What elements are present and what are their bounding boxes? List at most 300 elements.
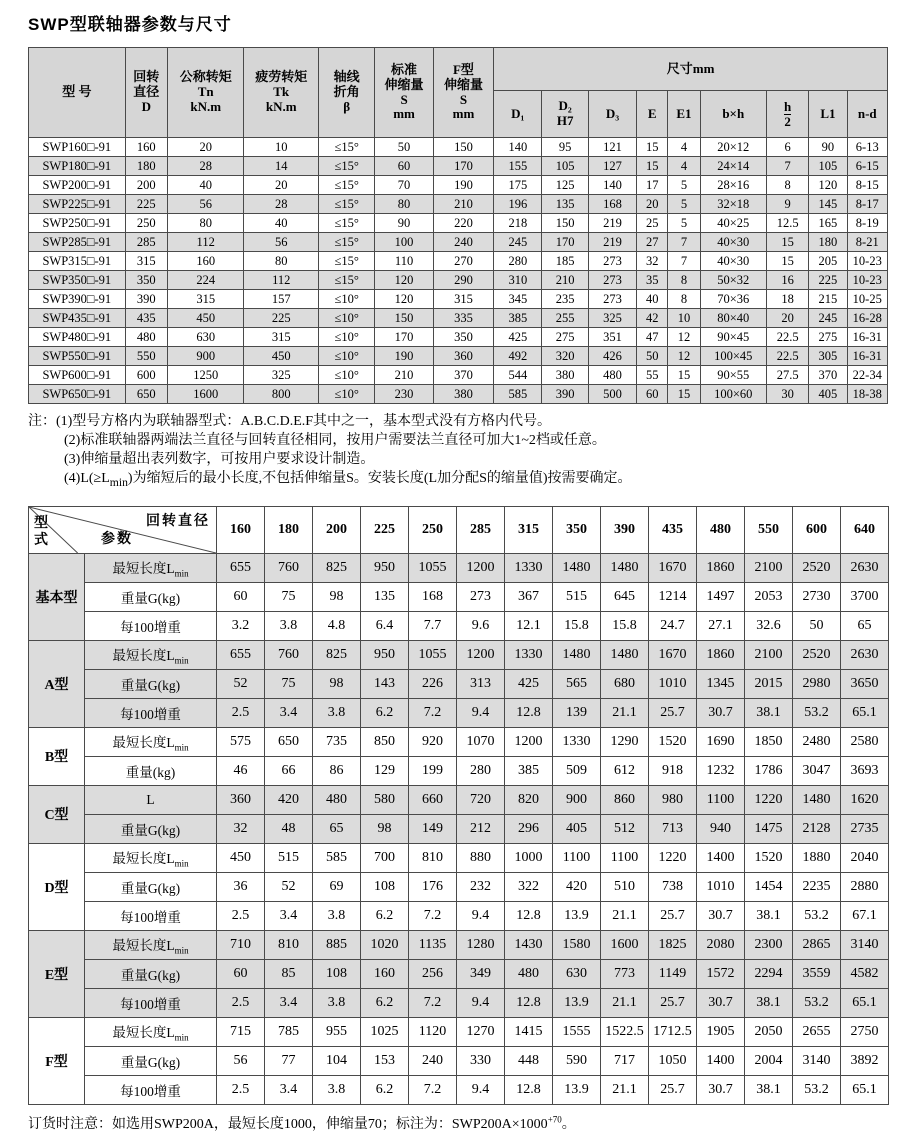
corner-label-type: 型式	[34, 515, 48, 549]
value-cell: 98	[313, 582, 361, 611]
size-col-header: E	[637, 91, 668, 138]
coupling-types-table	[28, 506, 889, 1105]
value-cell: 12.5	[767, 214, 809, 233]
value-cell: 100	[375, 233, 433, 252]
value-cell: ≤15°	[318, 233, 374, 252]
value-cell: 2865	[793, 930, 841, 959]
col-header-diameter: 回转 直径 D	[125, 48, 167, 138]
value-cell: 38.1	[745, 901, 793, 930]
value-cell: 1475	[745, 814, 793, 843]
model-cell: SWP225□-91	[29, 195, 126, 214]
value-cell: 612	[601, 756, 649, 785]
value-cell: 390	[542, 385, 588, 404]
value-cell: 2655	[793, 1017, 841, 1046]
note-line: (3)伸缩量超出表列数字，可按用户要求设计制造。	[64, 452, 375, 467]
diameter-col-header: 285	[457, 506, 505, 553]
value-cell: 700	[361, 843, 409, 872]
value-cell: 1100	[601, 843, 649, 872]
table-row	[29, 214, 888, 233]
param-label: L	[85, 785, 217, 814]
table-row	[29, 176, 888, 195]
value-cell: 1480	[793, 785, 841, 814]
value-cell: 980	[649, 785, 697, 814]
value-cell: 38.1	[745, 988, 793, 1017]
value-cell: 1020	[361, 930, 409, 959]
value-cell: 2235	[793, 872, 841, 901]
value-cell: 310	[494, 271, 542, 290]
note-line: $(4)L(\ge L_{min})$为缩短后的最小长度,不包括伸缩量S。安装长度(L加分配S的缩量值)按需要确定。	[64, 471, 632, 489]
extension-superscript: +70	[547, 1114, 562, 1125]
table-row	[29, 843, 889, 872]
diameter-col-header: 600	[793, 506, 841, 553]
value-cell: 50	[375, 138, 433, 157]
value-cell: 110	[375, 252, 433, 271]
value-cell: 25.7	[649, 901, 697, 930]
value-cell: 349	[457, 959, 505, 988]
value-cell: 95	[542, 138, 588, 157]
value-cell: 940	[697, 814, 745, 843]
value-cell: 660	[409, 785, 457, 814]
value-cell: 680	[601, 669, 649, 698]
value-cell: 15.8	[553, 611, 601, 640]
value-cell: 12.8	[505, 698, 553, 727]
model-cell: SWP435□-91	[29, 309, 126, 328]
value-cell: 22.5	[767, 347, 809, 366]
value-cell: 53.2	[793, 698, 841, 727]
value-cell: 15	[668, 385, 700, 404]
value-cell: 225	[244, 309, 319, 328]
value-cell: ≤15°	[318, 214, 374, 233]
value-cell: 1330	[553, 727, 601, 756]
value-cell: ≤15°	[318, 138, 374, 157]
value-cell: 7	[668, 233, 700, 252]
table-row	[29, 366, 888, 385]
value-cell: 1825	[649, 930, 697, 959]
value-cell: 1200	[457, 553, 505, 582]
value-cell: 80	[244, 252, 319, 271]
corner-header	[29, 506, 217, 553]
value-cell: 160	[125, 138, 167, 157]
value-cell: 30	[767, 385, 809, 404]
model-cell: SWP180□-91	[29, 157, 126, 176]
value-cell: 180	[809, 233, 847, 252]
value-cell: 5	[668, 195, 700, 214]
value-cell: 550	[125, 347, 167, 366]
types-header-row	[29, 506, 889, 553]
value-cell: ≤15°	[318, 271, 374, 290]
value-cell: 1135	[409, 930, 457, 959]
value-cell: 7.2	[409, 698, 457, 727]
note-line: 注：(1)型号方格内为联轴器型式：A.B.C.D.E.F其中之一，基本型式没有方格内代号。	[28, 414, 552, 429]
param-label: 重量G(kg)	[85, 669, 217, 698]
value-cell: 9.4	[457, 698, 505, 727]
param-label: 重量G(kg)	[85, 959, 217, 988]
value-cell: 50×32	[700, 271, 766, 290]
param-label: 重量G(kg)	[85, 1046, 217, 1075]
value-cell: 3.4	[265, 988, 313, 1017]
value-cell: 515	[265, 843, 313, 872]
value-cell: 30.7	[697, 901, 745, 930]
value-cell: 425	[494, 328, 542, 347]
value-cell: 53.2	[793, 988, 841, 1017]
value-cell: 380	[542, 366, 588, 385]
value-cell: 18	[767, 290, 809, 309]
value-cell: 273	[588, 290, 636, 309]
table-row	[29, 252, 888, 271]
order-note: 订货时注意：如选用SWP200A，最短长度1000，伸缩量70；标注为：$SWP200A\times 1000^{+70}$。	[28, 1114, 576, 1132]
table-row	[29, 785, 889, 814]
value-cell: 650	[265, 727, 313, 756]
diameter-col-header: 480	[697, 506, 745, 553]
value-cell: 70	[375, 176, 433, 195]
value-cell: 42	[637, 309, 668, 328]
value-cell: 1000	[505, 843, 553, 872]
value-cell: 1055	[409, 640, 457, 669]
value-cell: 240	[433, 233, 493, 252]
value-cell: 10-23	[847, 252, 887, 271]
value-cell: 1786	[745, 756, 793, 785]
value-cell: 180	[125, 157, 167, 176]
param-label: 最短长度$L_{min}$	[85, 553, 217, 582]
value-cell: 196	[494, 195, 542, 214]
value-cell: 8-17	[847, 195, 887, 214]
value-cell: 3.4	[265, 901, 313, 930]
value-cell: 645	[601, 582, 649, 611]
size-col-header: n-d	[847, 91, 887, 138]
size-col-header: E1	[668, 91, 700, 138]
value-cell: 270	[433, 252, 493, 271]
value-cell: 435	[125, 309, 167, 328]
value-cell: 139	[553, 698, 601, 727]
value-cell: 6-15	[847, 157, 887, 176]
value-cell: 1290	[601, 727, 649, 756]
value-cell: 46	[217, 756, 265, 785]
value-cell: 135	[542, 195, 588, 214]
value-cell: 345	[494, 290, 542, 309]
value-cell: 220	[433, 214, 493, 233]
value-cell: 108	[313, 959, 361, 988]
value-cell: 1480	[553, 640, 601, 669]
value-cell: 3.8	[313, 1075, 361, 1104]
value-cell: 2520	[793, 640, 841, 669]
value-cell: 3650	[841, 669, 889, 698]
value-cell: 713	[649, 814, 697, 843]
value-cell: 219	[588, 233, 636, 252]
value-cell: 28	[244, 195, 319, 214]
value-cell: 150	[375, 309, 433, 328]
type-label: C型	[29, 785, 85, 843]
diameter-col-header: 315	[505, 506, 553, 553]
value-cell: 955	[313, 1017, 361, 1046]
value-cell: 1520	[649, 727, 697, 756]
value-cell: 32	[217, 814, 265, 843]
table-row	[29, 290, 888, 309]
diameter-col-header: 435	[649, 506, 697, 553]
model-cell: SWP315□-91	[29, 252, 126, 271]
col-header-nominal-torque: 公称转矩 Tn kN.m	[167, 48, 244, 138]
value-cell: 21.1	[601, 698, 649, 727]
value-cell: 120	[375, 271, 433, 290]
value-cell: 2050	[745, 1017, 793, 1046]
table-row	[29, 872, 889, 901]
coupling-parameters-table	[28, 47, 888, 404]
param-label: 最短长度$L_{min}$	[85, 930, 217, 959]
value-cell: 370	[433, 366, 493, 385]
value-cell: 24×14	[700, 157, 766, 176]
table-row	[29, 1017, 889, 1046]
value-cell: 512	[601, 814, 649, 843]
value-cell: 2.5	[217, 1075, 265, 1104]
value-cell: 1690	[697, 727, 745, 756]
value-cell: 15	[637, 157, 668, 176]
value-cell: 1497	[697, 582, 745, 611]
diameter-col-header: 225	[361, 506, 409, 553]
value-cell: 1860	[697, 553, 745, 582]
value-cell: 1712.5	[649, 1017, 697, 1046]
value-cell: 1220	[649, 843, 697, 872]
value-cell: 90×45	[700, 328, 766, 347]
value-cell: ≤10°	[318, 328, 374, 347]
col-header-model: 型 号	[29, 48, 126, 138]
value-cell: 448	[505, 1046, 553, 1075]
value-cell: 2880	[841, 872, 889, 901]
page-title: SWP型联轴器参数与尺寸	[28, 15, 232, 34]
value-cell: 2004	[745, 1046, 793, 1075]
notes	[28, 412, 890, 492]
value-cell: ≤15°	[318, 252, 374, 271]
model-cell: SWP650□-91	[29, 385, 126, 404]
value-cell: 150	[542, 214, 588, 233]
size-col-header: D₂ H7	[542, 91, 588, 138]
value-cell: 121	[588, 138, 636, 157]
size-col-header: L1	[809, 91, 847, 138]
value-cell: 330	[457, 1046, 505, 1075]
value-cell: 205	[809, 252, 847, 271]
param-label: 每100增重	[85, 988, 217, 1017]
table-row	[29, 347, 888, 366]
value-cell: 210	[542, 271, 588, 290]
value-cell: 7	[767, 157, 809, 176]
value-cell: 35	[637, 271, 668, 290]
value-cell: 585	[313, 843, 361, 872]
value-cell: 350	[125, 271, 167, 290]
table-row	[29, 611, 889, 640]
value-cell: 275	[809, 328, 847, 347]
value-cell: 20	[244, 176, 319, 195]
value-cell: 52	[265, 872, 313, 901]
value-cell: 55	[637, 366, 668, 385]
model-cell: SWP550□-91	[29, 347, 126, 366]
value-cell: 12	[668, 328, 700, 347]
value-cell: 565	[553, 669, 601, 698]
param-label: 每100增重	[85, 698, 217, 727]
value-cell: 825	[313, 640, 361, 669]
value-cell: 155	[494, 157, 542, 176]
col-header-standard-extension: 标准 伸缩量 S mm	[375, 48, 433, 138]
value-cell: 1415	[505, 1017, 553, 1046]
value-cell: 165	[809, 214, 847, 233]
value-cell: 1400	[697, 1046, 745, 1075]
value-cell: 219	[588, 214, 636, 233]
value-cell: 1580	[553, 930, 601, 959]
value-cell: 12.8	[505, 1075, 553, 1104]
value-cell: 230	[375, 385, 433, 404]
value-cell: 860	[601, 785, 649, 814]
value-cell: 9.4	[457, 901, 505, 930]
value-cell: 212	[457, 814, 505, 843]
value-cell: 6.2	[361, 698, 409, 727]
value-cell: 800	[244, 385, 319, 404]
diameter-col-header: 550	[745, 506, 793, 553]
param-label: 重量G(kg)	[85, 814, 217, 843]
value-cell: 60	[217, 582, 265, 611]
value-cell: 190	[433, 176, 493, 195]
value-cell: 18-38	[847, 385, 887, 404]
value-cell: 900	[553, 785, 601, 814]
value-cell: 313	[457, 669, 505, 698]
value-cell: 1670	[649, 640, 697, 669]
value-cell: 825	[313, 553, 361, 582]
value-cell: 5	[668, 176, 700, 195]
value-cell: 40×30	[700, 252, 766, 271]
value-cell: 735	[313, 727, 361, 756]
value-cell: 32	[637, 252, 668, 271]
size-col-header: D₃	[588, 91, 636, 138]
value-cell: 10	[244, 138, 319, 157]
value-cell: ≤10°	[318, 290, 374, 309]
value-cell: 575	[217, 727, 265, 756]
table-row	[29, 959, 889, 988]
value-cell: 185	[542, 252, 588, 271]
value-cell: 224	[167, 271, 244, 290]
value-cell: 600	[125, 366, 167, 385]
value-cell: 32×18	[700, 195, 766, 214]
value-cell: 20	[167, 138, 244, 157]
value-cell: 135	[361, 582, 409, 611]
value-cell: 335	[433, 309, 493, 328]
value-cell: 880	[457, 843, 505, 872]
value-cell: 1860	[697, 640, 745, 669]
value-cell: 170	[542, 233, 588, 252]
col-header-axis-angle: 轴线 折角 β	[318, 48, 374, 138]
diameter-col-header: 160	[217, 506, 265, 553]
value-cell: 315	[167, 290, 244, 309]
value-cell: 67.1	[841, 901, 889, 930]
value-cell: 7.7	[409, 611, 457, 640]
value-cell: 1330	[505, 553, 553, 582]
value-cell: 1214	[649, 582, 697, 611]
value-cell: 280	[457, 756, 505, 785]
value-cell: ≤10°	[318, 347, 374, 366]
value-cell: 717	[601, 1046, 649, 1075]
value-cell: 1480	[601, 553, 649, 582]
value-cell: 655	[217, 553, 265, 582]
model-cell: SWP350□-91	[29, 271, 126, 290]
value-cell: 715	[217, 1017, 265, 1046]
value-cell: 30.7	[697, 988, 745, 1017]
value-cell: 40	[244, 214, 319, 233]
diameter-col-header: 390	[601, 506, 649, 553]
value-cell: 6.4	[361, 611, 409, 640]
model-cell: SWP160□-91	[29, 138, 126, 157]
value-cell: 405	[553, 814, 601, 843]
value-cell: 280	[494, 252, 542, 271]
value-cell: 16	[767, 271, 809, 290]
value-cell: 2580	[841, 727, 889, 756]
value-cell: 1250	[167, 366, 244, 385]
value-cell: 50	[637, 347, 668, 366]
value-cell: 20	[767, 309, 809, 328]
param-label: 重量G(kg)	[85, 582, 217, 611]
value-cell: 760	[265, 553, 313, 582]
value-cell: 367	[505, 582, 553, 611]
value-cell: 2100	[745, 640, 793, 669]
value-cell: 425	[505, 669, 553, 698]
table-row	[29, 271, 888, 290]
value-cell: 170	[375, 328, 433, 347]
value-cell: 1050	[649, 1046, 697, 1075]
value-cell: 650	[125, 385, 167, 404]
type-label: B型	[29, 727, 85, 785]
value-cell: 2294	[745, 959, 793, 988]
value-cell: 3.4	[265, 1075, 313, 1104]
value-cell: 15	[767, 233, 809, 252]
value-cell: 305	[809, 347, 847, 366]
value-cell: 145	[809, 195, 847, 214]
value-cell: 1520	[745, 843, 793, 872]
value-cell: 2730	[793, 582, 841, 611]
value-cell: ≤10°	[318, 385, 374, 404]
value-cell: 5	[668, 214, 700, 233]
value-cell: 3.2	[217, 611, 265, 640]
value-cell: 2980	[793, 669, 841, 698]
value-cell: 256	[409, 959, 457, 988]
value-cell: 56	[217, 1046, 265, 1075]
value-cell: 710	[217, 930, 265, 959]
value-cell: 1600	[167, 385, 244, 404]
value-cell: 2520	[793, 553, 841, 582]
value-cell: 199	[409, 756, 457, 785]
param-label: 最短长度$L_{min}$	[85, 843, 217, 872]
value-cell: 6.2	[361, 901, 409, 930]
value-cell: 80×40	[700, 309, 766, 328]
param-label: 每100增重	[85, 611, 217, 640]
value-cell: 16-28	[847, 309, 887, 328]
value-cell: 38.1	[745, 698, 793, 727]
value-cell: 21.1	[601, 901, 649, 930]
value-cell: 7.2	[409, 901, 457, 930]
value-cell: 2100	[745, 553, 793, 582]
value-cell: 8	[668, 290, 700, 309]
value-cell: 3140	[841, 930, 889, 959]
type-label: E型	[29, 930, 85, 1017]
value-cell: 360	[433, 347, 493, 366]
param-label: 重量G(kg)	[85, 872, 217, 901]
value-cell: 773	[601, 959, 649, 988]
value-cell: 655	[217, 640, 265, 669]
value-cell: 1270	[457, 1017, 505, 1046]
value-cell: 100×60	[700, 385, 766, 404]
value-cell: 480	[588, 366, 636, 385]
value-cell: 630	[167, 328, 244, 347]
value-cell: 850	[361, 727, 409, 756]
value-cell: 56	[244, 233, 319, 252]
value-cell: 2480	[793, 727, 841, 756]
param-label: 每100增重	[85, 901, 217, 930]
value-cell: 245	[494, 233, 542, 252]
value-cell: 8-21	[847, 233, 887, 252]
col-header-fatigue-torque: 疲劳转矩 Tk kN.m	[244, 48, 319, 138]
